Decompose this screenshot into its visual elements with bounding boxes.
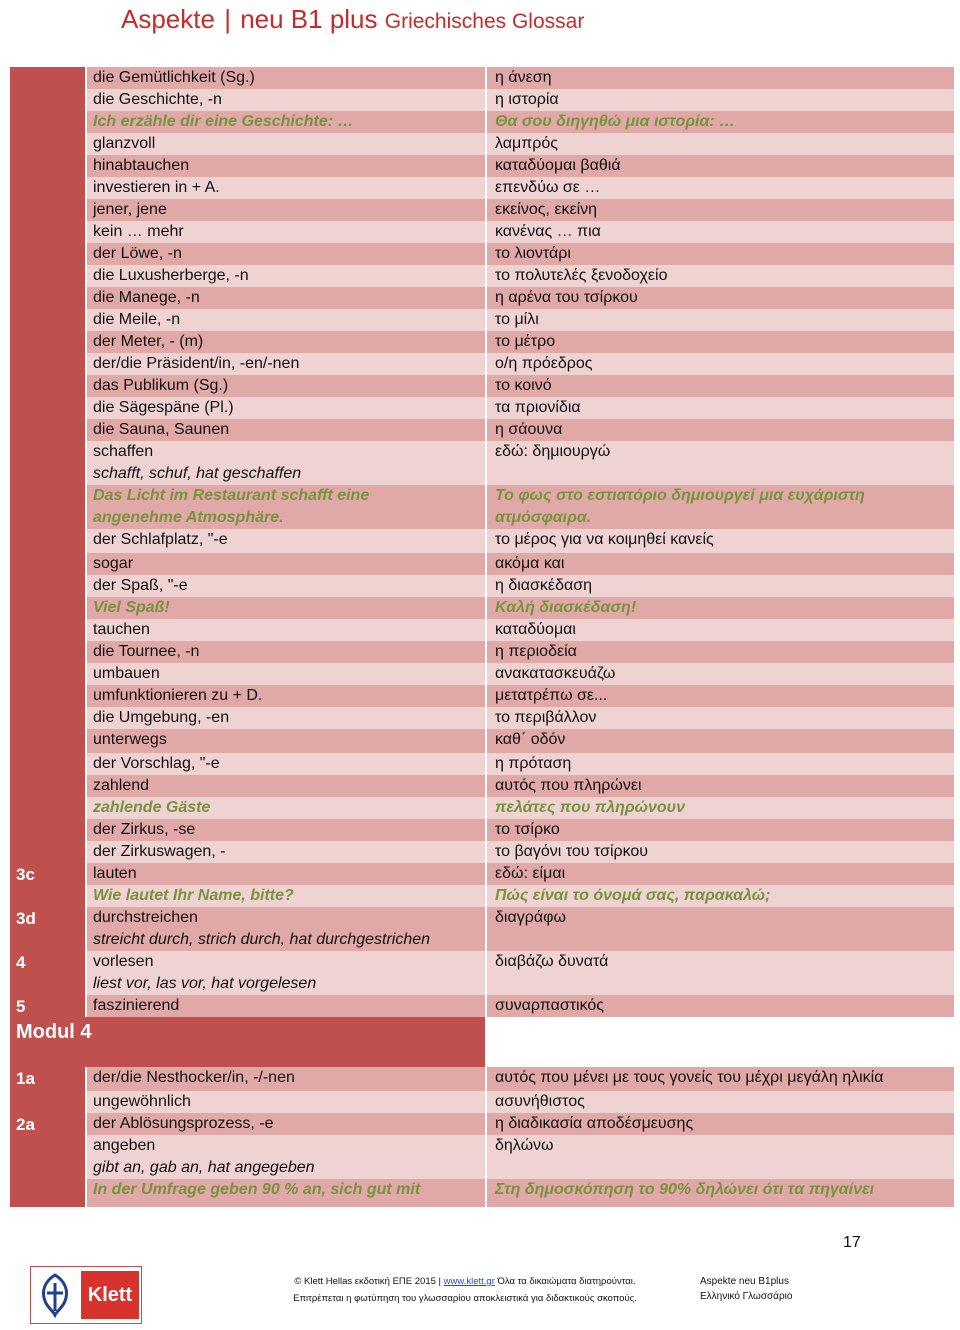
greek-translation [487,111,954,133]
section-label [10,331,85,353]
permission-line: Επιτρέπεται η φωτύπηση του γλωσσαρίου αποκλειστικά για διδακτικούς σκοπούς. [293,1293,637,1304]
german-headword: die Sägespäne (Pl.) [93,399,234,416]
greek-text: Πώς είναι το όνομά σας, παρακαλώ; [495,887,771,904]
footer-glossary-label: Ελληνικό Γλωσσάριο [700,1291,793,1302]
german-headword: der Meter, - (m) [93,333,204,350]
glossary-row [10,553,954,575]
title-separator: | [224,4,231,34]
greek-text: η περιοδεία [495,643,577,660]
german-headword: der/die Nesthocker/in, -/-nen [93,1069,295,1086]
german-term [87,707,485,729]
german-headword: schaffen [93,443,154,460]
section-label [10,221,85,243]
german-term [87,553,485,575]
german-subline: liest vor, las vor, hat vorgelesen [93,975,317,992]
glossary-table [10,67,954,1207]
greek-translation [487,441,954,485]
german-term [87,597,485,619]
german-term [87,287,485,309]
glossary-row [10,575,954,597]
greek-text: κανένας … πια [495,223,601,240]
german-term [87,575,485,597]
greek-translation [487,597,954,619]
greek-translation [487,819,954,841]
section-label [10,529,85,553]
german-headword: umfunktionieren zu + D. [93,687,263,704]
german-term [87,331,485,353]
german-headword: In der Umfrage geben 90 % an, sich gut mit [93,1181,421,1198]
german-headword: zahlende Gäste [93,799,211,816]
greek-translation [487,951,954,995]
greek-text: πελάτες που πληρώνουν [495,799,685,816]
section-label [10,243,85,265]
german-term [87,663,485,685]
german-term [87,485,485,529]
section-label: 2a [10,1113,85,1135]
greek-text: αυτός που μένει με τους γονείς του μέχρι μεγάλη ηλικία [495,1069,884,1086]
greek-translation [487,1091,954,1113]
german-term [87,111,485,133]
greek-translation [487,67,954,89]
rights-text: Όλα τα δικαιώματα διατηρούνται. [497,1276,636,1287]
german-subline: gibt an, gab an, hat angegeben [93,1159,315,1176]
greek-text: ακόμα και [495,555,565,572]
german-term [87,907,485,951]
german-subline: schafft, schuf, hat geschaffen [93,465,302,482]
greek-text: ανακατασκευάζω [495,665,616,682]
copyright-line [165,1276,765,1287]
section-label [10,641,85,663]
german-term [87,753,485,775]
greek-translation [487,907,954,951]
greek-translation [487,397,954,419]
greek-translation [487,375,954,397]
greek-text: επενδύω σε … [495,179,601,196]
glossary-row [10,729,954,753]
section-label [10,177,85,199]
greek-translation [487,1135,954,1179]
german-term [87,729,485,753]
german-headword: der Löwe, -n [93,245,182,262]
german-term [87,309,485,331]
glossary-row [10,397,954,419]
greek-text: διαγράφω [495,909,566,926]
german-term [87,243,485,265]
greek-translation [487,575,954,597]
german-term [87,419,485,441]
glossary-row [10,199,954,221]
greek-text: το τσίρκο [495,821,560,838]
glossary-row [10,375,954,397]
greek-translation [487,221,954,243]
greek-translation [487,331,954,353]
greek-translation [487,419,954,441]
greek-text: εκείνος, εκείνη [495,201,598,218]
greek-text: καταδύομαι βαθιά [495,157,621,174]
greek-text: η ιστορία [495,91,559,108]
glossary-row [10,797,954,819]
glossary-row [10,685,954,707]
greek-text: το μέτρο [495,333,556,350]
publisher-link[interactable]: www.klett.gr [443,1276,495,1287]
glossary-row [10,841,954,863]
section-label [10,553,85,575]
glossary-row [10,353,954,375]
greek-translation [487,1067,954,1091]
section-label [10,597,85,619]
greek-translation [487,133,954,155]
german-headword: der Ablösungsprozess, -e [93,1115,274,1132]
german-term [87,155,485,177]
greek-translation [487,89,954,111]
german-headword: zahlend [93,777,150,794]
greek-text: εδώ: δημιουργώ [495,443,611,460]
german-headword: hinabtauchen [93,157,190,174]
greek-text: η άνεση [495,69,552,86]
section-label [10,485,85,529]
glossary-row [10,619,954,641]
greek-text: καταδύομαι [495,621,576,638]
section-label [10,287,85,309]
german-headword: der/die Präsident/in, -en/-nen [93,355,300,372]
german-headword: die Meile, -n [93,311,181,328]
german-headword: die Sauna, Saunen [93,421,230,438]
greek-translation [487,529,954,553]
german-headword: die Luxusherberge, -n [93,267,249,284]
page-number: 17 [843,1234,861,1251]
german-term [87,375,485,397]
glossary-subtitle: Griechisches Glossar [384,10,585,33]
greek-translation [487,1017,954,1067]
brand-name: Aspekte [121,4,215,34]
glossary-row [10,753,954,775]
glossary-row [10,907,954,951]
glossary-row [10,1091,954,1113]
glossary-row [10,221,954,243]
glossary-row [10,707,954,729]
greek-translation [487,353,954,375]
german-term [87,641,485,663]
section-label [10,397,85,419]
german-term [87,1135,485,1179]
german-term [87,1179,485,1207]
greek-translation [487,729,954,753]
glossary-row [10,1067,954,1091]
greek-text: ατμόσφαιρα. [495,509,592,526]
greek-translation [487,863,954,885]
german-term [87,1091,485,1113]
german-term [87,221,485,243]
greek-translation [487,265,954,287]
page-title [121,4,584,35]
german-headword: Ich erzähle dir eine Geschichte: … [93,113,354,130]
german-term [87,619,485,641]
german-headword: umbauen [93,665,160,682]
glossary-row [10,597,954,619]
german-term [87,529,485,553]
greek-translation [487,287,954,309]
greek-text: συναρπαστικός [495,997,604,1014]
glossary-row [10,331,954,353]
greek-text: εδώ: είμαι [495,865,566,882]
german-term [87,685,485,707]
greek-text: το μίλι [495,311,539,328]
glossary-row [10,265,954,287]
german-term [87,863,485,885]
section-label [10,753,85,775]
german-term [87,775,485,797]
greek-translation [487,685,954,707]
german-term [87,265,485,287]
german-headword: die Geschichte, -n [93,91,222,108]
greek-text: η σάουνα [495,421,563,438]
glossary-row [10,133,954,155]
greek-translation [487,707,954,729]
greek-translation [487,775,954,797]
german-headword: jener, jene [93,201,167,218]
section-label: 5 [10,995,85,1017]
greek-text: καθ΄ οδόν [495,731,566,748]
german-headword: kein … mehr [93,223,184,240]
section-label [10,729,85,753]
german-headword: ungewöhnlich [93,1093,191,1110]
german-subline: angenehme Atmosphäre. [93,509,284,526]
section-label [10,1135,85,1179]
section-label [10,619,85,641]
german-headword: tauchen [93,621,150,638]
german-headword: glanzvoll [93,135,156,152]
german-term [87,133,485,155]
section-label: 1a [10,1067,85,1091]
greek-text: η πρόταση [495,755,572,772]
german-term [87,177,485,199]
greek-translation [487,309,954,331]
german-headword: unterwegs [93,731,167,748]
greek-translation [487,199,954,221]
greek-translation [487,485,954,529]
series-name: neu B1 plus [240,4,378,34]
greek-text: το περιβάλλον [495,709,597,726]
greek-text: Θα σου διηγηθώ μια ιστορία: … [495,113,736,130]
greek-text: το λιοντάρι [495,245,571,262]
glossary-row [10,529,954,553]
greek-text: το πολυτελές ξενοδοχείο [495,267,668,284]
german-headword: der Zirkuswagen, - [93,843,226,860]
german-headword: Das Licht im Restaurant schafft eine [93,487,370,504]
greek-text: η αρένα του τσίρκου [495,289,638,306]
german-headword: Viel Spaß! [93,599,170,616]
copyright-text: © Klett Hellas εκδοτική ΕΠΕ 2015 | [294,1276,442,1287]
greek-text: λαμπρός [495,135,558,152]
german-term [87,353,485,375]
german-term [87,841,485,863]
greek-text: η διασκέδαση [495,577,592,594]
german-term [87,951,485,995]
german-headword: faszinierend [93,997,180,1014]
glossary-row [10,1179,954,1207]
klett-emblem-icon [35,1271,75,1319]
footer-book-title: Aspekte neu B1plus [700,1276,789,1287]
greek-text: το μέρος για να κοιμηθεί κανείς [495,531,714,548]
german-headword: der Vorschlag, "-e [93,755,220,772]
greek-translation [487,553,954,575]
klett-logo [30,1266,142,1324]
german-headword: Wie lautet Ihr Name, bitte? [93,887,294,904]
german-headword: das Publikum (Sg.) [93,377,229,394]
greek-text: μετατρέπω σε... [495,687,608,704]
german-headword: angeben [93,1137,156,1154]
greek-text: ασυνήθιστος [495,1093,585,1110]
german-term [87,441,485,485]
module-heading-row [10,1017,954,1067]
section-label [10,375,85,397]
german-subline: streicht durch, strich durch, hat durchgestrichen [93,931,431,948]
section-label [10,1091,85,1113]
greek-text: δηλώνω [495,1137,554,1154]
german-headword: der Zirkus, -se [93,821,196,838]
glossary-row [10,243,954,265]
greek-text: το βαγόνι του τσίρκου [495,843,649,860]
section-label [10,133,85,155]
section-label [10,775,85,797]
greek-translation [487,797,954,819]
section-label [10,797,85,819]
greek-text: η διαδικασία αποδέσμευσης [495,1115,694,1132]
klett-wordmark: Klett [81,1271,139,1319]
german-headword: sogar [93,555,134,572]
german-headword: die Tournee, -n [93,643,200,660]
section-label [10,841,85,863]
greek-translation [487,155,954,177]
german-term [87,797,485,819]
section-label: 4 [10,951,85,995]
section-label [10,707,85,729]
greek-text: το κοινό [495,377,552,394]
german-term [87,397,485,419]
section-label [10,265,85,287]
glossary-row [10,863,954,885]
german-headword: vorlesen [93,953,154,970]
section-label [10,441,85,485]
german-term [87,995,485,1017]
greek-translation [487,641,954,663]
greek-text: Καλή διασκέδαση! [495,599,637,616]
section-label [10,353,85,375]
glossary-row [10,995,954,1017]
greek-translation [487,243,954,265]
german-headword: der Schlafplatz, "-e [93,531,228,548]
glossary-row [10,111,954,133]
german-headword: lauten [93,865,137,882]
german-term [87,89,485,111]
german-term [87,819,485,841]
glossary-row [10,419,954,441]
greek-translation [487,1113,954,1135]
glossary-row [10,951,954,995]
section-label [10,111,85,133]
greek-translation [487,841,954,863]
section-label [10,199,85,221]
glossary-row [10,155,954,177]
glossary-row [10,775,954,797]
section-label [10,67,85,89]
german-headword: investieren in + A. [93,179,220,196]
german-headword: der Spaß, "-e [93,577,188,594]
glossary-row [10,663,954,685]
glossary-row [10,885,954,907]
section-label [10,1179,85,1207]
module-label: Modul 4 [10,1017,485,1067]
glossary-row [10,1135,954,1179]
greek-translation [487,753,954,775]
greek-translation [487,885,954,907]
german-term [87,885,485,907]
greek-translation [487,995,954,1017]
german-headword: die Manege, -n [93,289,200,306]
german-term [87,199,485,221]
glossary-row [10,819,954,841]
german-headword: durchstreichen [93,909,198,926]
greek-translation [487,663,954,685]
glossary-row [10,1113,954,1135]
section-label [10,685,85,707]
greek-text: Το φως στο εστιατόριο δημιουργεί μια ευχάριστη [495,487,865,504]
glossary-row [10,67,954,89]
section-label [10,419,85,441]
section-label [10,885,85,907]
greek-text: αυτός που πληρώνει [495,777,642,794]
german-headword: die Gemütlichkeit (Sg.) [93,69,255,86]
section-label [10,575,85,597]
greek-text: ο/η πρόεδρος [495,355,593,372]
greek-translation [487,177,954,199]
greek-text: τα πριονίδια [495,399,581,416]
greek-translation [487,1179,954,1207]
glossary-row [10,641,954,663]
section-label [10,819,85,841]
section-label: 3d [10,907,85,951]
section-label [10,89,85,111]
section-label: 3c [10,863,85,885]
german-headword: die Umgebung, -en [93,709,230,726]
glossary-row [10,89,954,111]
german-term [87,67,485,89]
section-label [10,155,85,177]
glossary-row [10,485,954,529]
section-label [10,663,85,685]
glossary-row [10,287,954,309]
german-term [87,1067,485,1091]
greek-text: διαβάζω δυνατά [495,953,609,970]
greek-text: Στη δημοσκόπηση το 90% δηλώνει ότι τα πηγαίνει [495,1181,875,1198]
greek-translation [487,619,954,641]
glossary-row [10,441,954,485]
section-label [10,309,85,331]
german-term [87,1113,485,1135]
glossary-row [10,309,954,331]
glossary-row [10,177,954,199]
